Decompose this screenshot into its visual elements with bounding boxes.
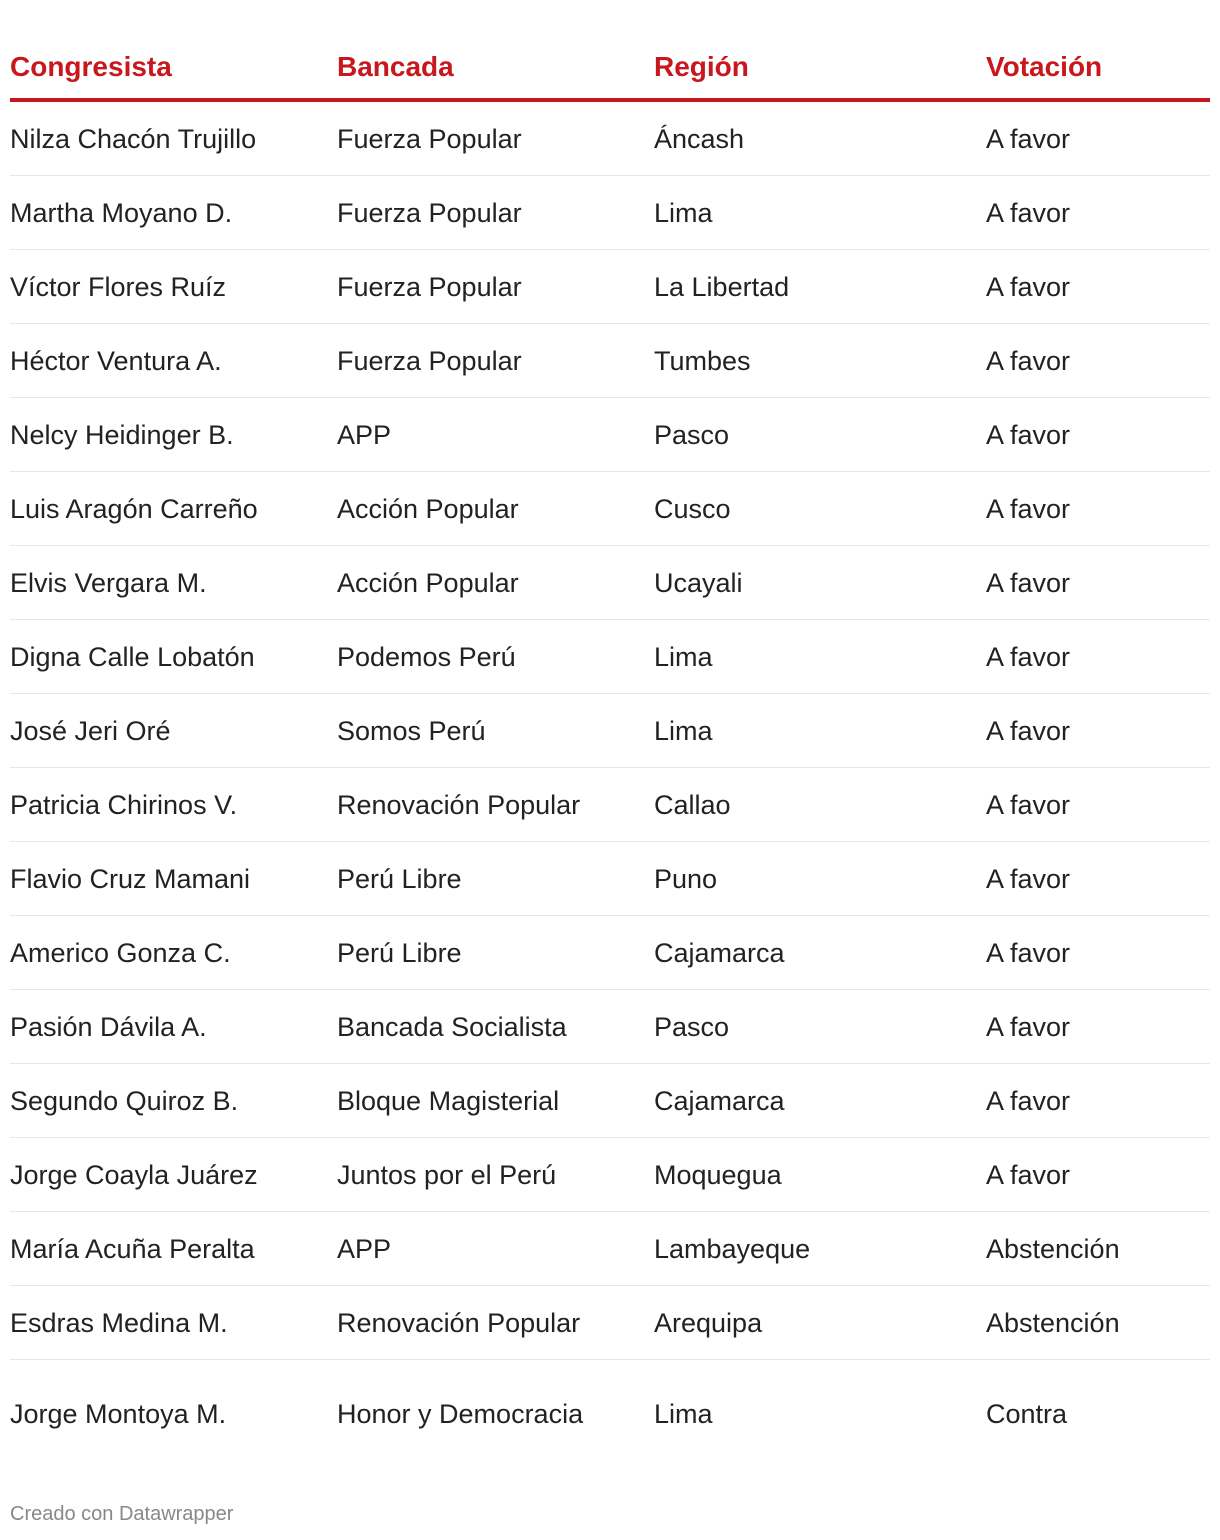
datawrapper-credit[interactable]: Creado con Datawrapper bbox=[10, 1503, 234, 1525]
cell-congresista: Martha Moyano D. bbox=[10, 176, 337, 250]
cell-votacion: Abstención bbox=[986, 1286, 1210, 1360]
cell-region: Lambayeque bbox=[654, 1212, 986, 1286]
cell-bancada: Honor y Democracia bbox=[337, 1398, 584, 1429]
cell-region: Lima bbox=[654, 694, 986, 768]
table-row bbox=[10, 250, 1210, 324]
cell-region: Cajamarca bbox=[654, 1064, 986, 1138]
table-row bbox=[10, 1286, 1210, 1360]
cell-congresista: Patricia Chirinos V. bbox=[10, 768, 337, 842]
cell-region: Pasco bbox=[654, 990, 986, 1064]
cell-region: Puno bbox=[654, 842, 986, 916]
cell-votacion: A favor bbox=[986, 472, 1210, 546]
cell-congresista: Esdras Medina M. bbox=[10, 1286, 337, 1360]
cell-region: Pasco bbox=[654, 398, 986, 472]
cell-votacion: A favor bbox=[986, 546, 1210, 620]
cell-bancada: Renovación Popular bbox=[337, 768, 654, 842]
table-row bbox=[10, 324, 1210, 398]
table-body bbox=[10, 100, 1210, 1467]
cell-bancada: Fuerza Popular bbox=[337, 176, 654, 250]
table-row bbox=[10, 398, 1210, 472]
cell-region: Arequipa bbox=[654, 1286, 986, 1360]
table-row bbox=[10, 916, 1210, 990]
header-bancada[interactable]: Bancada bbox=[337, 36, 654, 100]
cell-congresista: Jorge Montoya M. bbox=[10, 1398, 227, 1429]
table-row bbox=[10, 1360, 1210, 1468]
cell-votacion: A favor bbox=[986, 990, 1210, 1064]
cell-bancada: Podemos Perú bbox=[337, 620, 654, 694]
cell-votacion: A favor bbox=[986, 620, 1210, 694]
table-row bbox=[10, 1212, 1210, 1286]
header-votacion[interactable]: Votación bbox=[986, 36, 1210, 100]
cell-bancada: Bloque Magisterial bbox=[337, 1064, 654, 1138]
cell-bancada: APP bbox=[337, 398, 654, 472]
cell-congresista: Héctor Ventura A. bbox=[10, 324, 337, 398]
cell-congresista: Elvis Vergara M. bbox=[10, 546, 337, 620]
cell-region: Callao bbox=[654, 768, 986, 842]
cell-congresista: José Jeri Oré bbox=[10, 694, 337, 768]
cell-votacion: A favor bbox=[986, 324, 1210, 398]
cell-congresista: Jorge Coayla Juárez bbox=[10, 1138, 337, 1212]
cell-votacion: A favor bbox=[986, 100, 1210, 176]
cell-votacion: A favor bbox=[986, 916, 1210, 990]
cell-congresista: Digna Calle Lobatón bbox=[10, 620, 337, 694]
cell-region: Cajamarca bbox=[654, 916, 986, 990]
cell-bancada: Fuerza Popular bbox=[337, 250, 654, 324]
cell-bancada: Perú Libre bbox=[337, 842, 654, 916]
cell-bancada: Acción Popular bbox=[337, 472, 654, 546]
cell-congresista: Segundo Quiroz B. bbox=[10, 1064, 337, 1138]
vote-table-container bbox=[10, 36, 1210, 1467]
cell-region: Cusco bbox=[654, 472, 986, 546]
cell-congresista: Flavio Cruz Mamani bbox=[10, 842, 337, 916]
cell-bancada: Juntos por el Perú bbox=[337, 1138, 654, 1212]
cell-region: La Libertad bbox=[654, 250, 986, 324]
cell-congresista: Nilza Chacón Trujillo bbox=[10, 100, 337, 176]
cell-votacion: A favor bbox=[986, 842, 1210, 916]
cell-bancada: Fuerza Popular bbox=[337, 324, 654, 398]
vote-table bbox=[10, 36, 1210, 1467]
cell-congresista: Víctor Flores Ruíz bbox=[10, 250, 337, 324]
header-region[interactable]: Región bbox=[654, 36, 986, 100]
cell-votacion: A favor bbox=[986, 250, 1210, 324]
table-row bbox=[10, 768, 1210, 842]
table-row bbox=[10, 694, 1210, 768]
cell-congresista: Nelcy Heidinger B. bbox=[10, 398, 337, 472]
cell-region: Moquegua bbox=[654, 1138, 986, 1212]
cell-congresista: Pasión Dávila A. bbox=[10, 990, 337, 1064]
cell-region: Áncash bbox=[654, 100, 986, 176]
cell-region: Ucayali bbox=[654, 546, 986, 620]
table-row bbox=[10, 176, 1210, 250]
cell-congresista: Luis Aragón Carreño bbox=[10, 472, 337, 546]
table-row bbox=[10, 100, 1210, 176]
cell-region: Tumbes bbox=[654, 324, 986, 398]
header-congresista[interactable]: Congresista bbox=[10, 36, 337, 100]
table-row bbox=[10, 842, 1210, 916]
cell-votacion: A favor bbox=[986, 694, 1210, 768]
cell-bancada: Bancada Socialista bbox=[337, 990, 654, 1064]
cell-votacion: A favor bbox=[986, 176, 1210, 250]
cell-congresista: María Acuña Peralta bbox=[10, 1212, 337, 1286]
cell-votacion: A favor bbox=[986, 768, 1210, 842]
cell-region: Lima bbox=[654, 1398, 713, 1429]
table-row bbox=[10, 1138, 1210, 1212]
cell-bancada: Acción Popular bbox=[337, 546, 654, 620]
cell-votacion: A favor bbox=[986, 1064, 1210, 1138]
cell-bancada: Fuerza Popular bbox=[337, 100, 654, 176]
cell-region: Lima bbox=[654, 620, 986, 694]
table-row bbox=[10, 990, 1210, 1064]
table-row bbox=[10, 620, 1210, 694]
cell-votacion: A favor bbox=[986, 398, 1210, 472]
cell-bancada: Perú Libre bbox=[337, 916, 654, 990]
table-row bbox=[10, 546, 1210, 620]
table-row bbox=[10, 1064, 1210, 1138]
cell-bancada: Renovación Popular bbox=[337, 1286, 654, 1360]
table-header bbox=[10, 36, 1210, 100]
cell-votacion: A favor bbox=[986, 1138, 1210, 1212]
cell-bancada: Somos Perú bbox=[337, 694, 654, 768]
cell-votacion: Abstención bbox=[986, 1212, 1210, 1286]
header-row bbox=[10, 36, 1210, 100]
cell-region: Lima bbox=[654, 176, 986, 250]
table-row bbox=[10, 472, 1210, 546]
cell-congresista: Americo Gonza C. bbox=[10, 916, 337, 990]
cell-bancada: APP bbox=[337, 1212, 654, 1286]
cell-votacion: Contra bbox=[986, 1398, 1068, 1429]
